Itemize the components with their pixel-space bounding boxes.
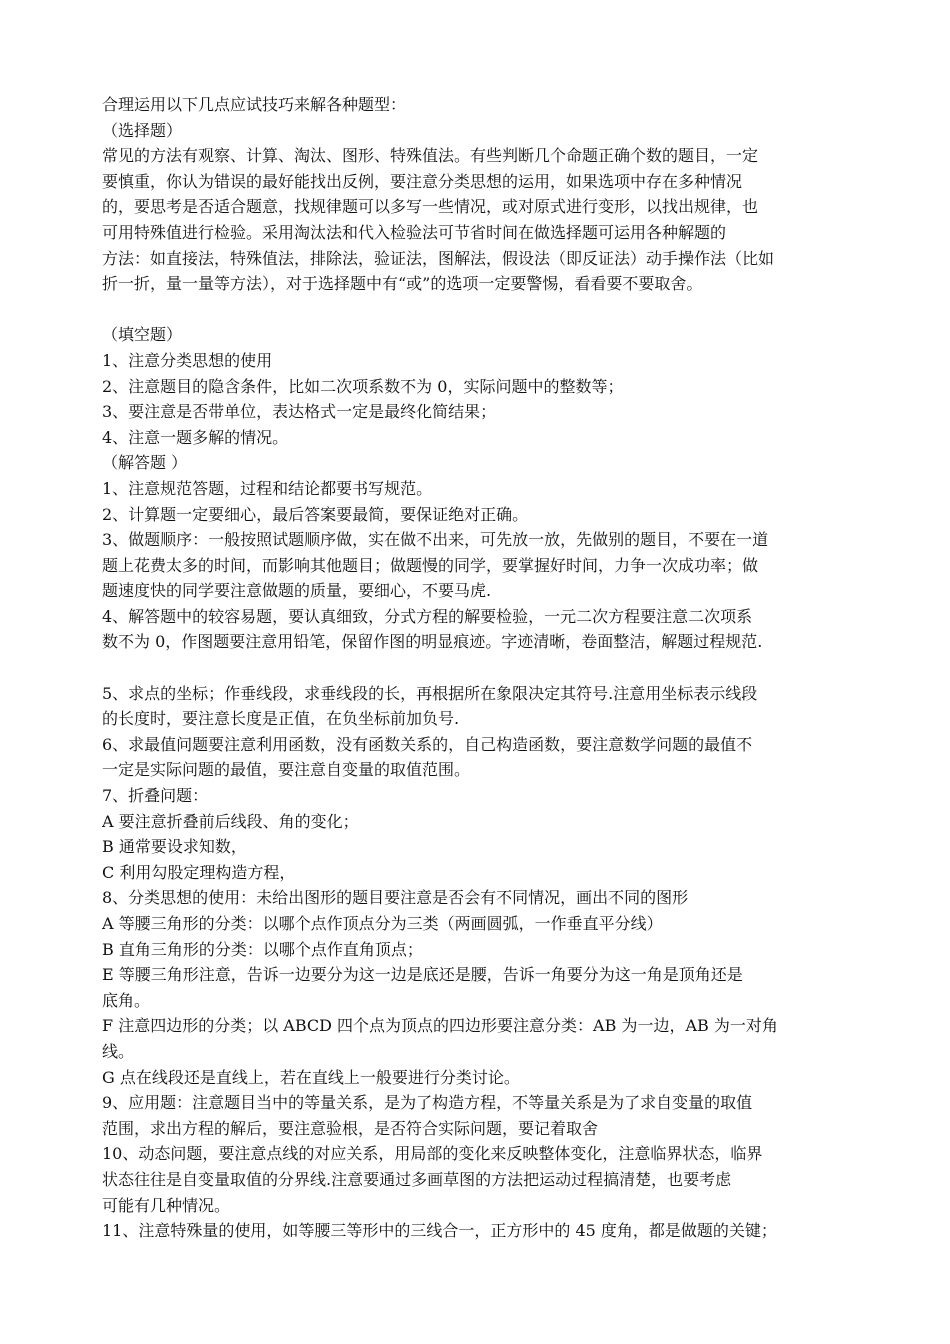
answer-item: 题上花费太多的时间，而影响其他题目；做题慢的同学，要掌握好时间，力争一次成功率；做 — [102, 555, 759, 575]
choice-line: 的，要思考是否适合题意，找规律题可以多写一些情况，或对原式进行变形，以找出规律，也 — [102, 197, 759, 217]
answer-list-a — [102, 476, 854, 655]
answer-item: 2、计算题一定要细心，最后答案要最简，要保证绝对正确。 — [102, 504, 529, 524]
answer-item: F 注意四边形的分类；以 ABCD 四个点为顶点的四边形要注意分类：AB 为一边，AB 为一对角 — [102, 1016, 778, 1036]
answer-item: 3、做题顺序：一般按照试题顺序做，实在做不出来，可先放一放，先做别的题目，不要在一道 — [102, 530, 769, 550]
document-page — [102, 92, 854, 1244]
answer-item: 数不为 0，作图题要注意用铅笔，保留作图的明显痕迹。字迹清晰，卷面整洁，解题过程规范. — [102, 632, 763, 652]
answer-item: 7、折叠问题： — [102, 786, 209, 806]
blank-line — [102, 297, 854, 323]
answer-item: 题速度快的同学要注意做题的质量，要细心，不要马虎. — [102, 581, 492, 601]
answer-item: 范围，求出方程的解后，要注意验根，是否符合实际问题，要记着取舍 — [102, 1118, 599, 1138]
fill-item: 2、注意题目的隐含条件，比如二次项系数不为 0，实际问题中的整数等； — [102, 376, 624, 396]
answer-item: B 直角三角形的分类：以哪个点作直角顶点； — [102, 939, 423, 959]
answer-item: 9、应用题：注意题目当中的等量关系，是为了构造方程，不等量关系是为了求自变量的取值 — [102, 1093, 753, 1113]
choice-line: 折一折，量一量等方法），对于选择题中有“或”的选项一定要警惕，看看要不要取舍。 — [102, 274, 703, 294]
answer-item: 的长度时，要注意长度是正值，在负坐标前加负号. — [102, 709, 460, 729]
blank-line — [102, 655, 854, 681]
answer-item: C 利用勾股定理构造方程， — [102, 862, 296, 882]
answer-item: 1、注意规范答题，过程和结论都要书写规范。 — [102, 478, 433, 498]
answer-item: 6、求最值问题要注意利用函数，没有函数关系的，自己构造函数，要注意数学问题的最值不 — [102, 734, 753, 754]
choice-line: 要慎重，你认为错误的最好能找出反例，要注意分类思想的运用，如果选项中存在多种情况 — [102, 171, 743, 191]
fill-item: 3、要注意是否带单位，表达格式一定是最终化简结果； — [102, 402, 497, 422]
answer-item: A 要注意折叠前后线段、角的变化； — [102, 811, 359, 831]
choice-line: 常见的方法有观察、计算、淘汰、图形、特殊值法。有些判断几个命题正确个数的题目，一定 — [102, 146, 759, 166]
fill-item: 1、注意分类思想的使用 — [102, 350, 273, 370]
answer-item: 一定是实际问题的最值，要注意自变量的取值范围。 — [102, 760, 471, 780]
answer-item: 8、分类思想的使用：未给出图形的题目要注意是否会有不同情况，画出不同的图形 — [102, 888, 689, 908]
answer-item: 可能有几种情况。 — [102, 1195, 231, 1215]
choice-line: 方法：如直接法，特殊值法，排除法，验证法，图解法，假设法（即反证法）动手操作法（比如 — [102, 248, 775, 268]
fill-item: 4、注意一题多解的情况。 — [102, 427, 289, 447]
choice-paragraph — [102, 143, 854, 297]
answer-item: 线。 — [102, 1041, 135, 1061]
answer-item: E 等腰三角形注意，告诉一边要分为这一边是底还是腰，告诉一角要分为这一角是顶角还是 — [102, 965, 743, 985]
answer-item: B 通常要设求知数， — [102, 837, 247, 857]
answer-item: 4、解答题中的较容易题，要认真细致，分式方程的解要检验，一元二次方程要注意二次项系 — [102, 606, 753, 626]
fill-heading: （填空题） — [102, 325, 183, 345]
answer-item: 10、动态问题，要注意点线的对应关系，用局部的变化来反映整体变化，注意临界状态，临界 — [102, 1144, 763, 1164]
answer-item: 底角。 — [102, 990, 151, 1010]
answer-heading: （解答题 ） — [102, 453, 188, 473]
intro-line: 合理运用以下几点应试技巧来解各种题型： — [102, 95, 407, 114]
answer-item: 5、求点的坐标；作垂线段，求垂线段的长，再根据所在象限决定其符号.注意用坐标表示线段 — [102, 683, 758, 703]
answer-list-b — [102, 681, 854, 1244]
choice-heading: （选择题） — [102, 120, 183, 140]
choice-line: 可用特殊值进行检验。采用淘汰法和代入检验法可节省时间在做选择题可运用各种解题的 — [102, 222, 727, 242]
answer-item: 11、注意特殊量的使用，如等腰三等形中的三线合一，正方形中的 45 度角，都是做题的关键； — [102, 1221, 777, 1241]
answer-item: A 等腰三角形的分类：以哪个点作顶点分为三类（两画圆弧，一作垂直平分线） — [102, 914, 663, 933]
answer-item: 状态往往是自变量取值的分界线.注意要通过多画草图的方法把运动过程搞清楚，也要考虑 — [102, 1169, 732, 1189]
fill-list — [102, 348, 854, 450]
answer-item: G 点在线段还是直线上，若在直线上一般要进行分类讨论。 — [102, 1067, 520, 1087]
